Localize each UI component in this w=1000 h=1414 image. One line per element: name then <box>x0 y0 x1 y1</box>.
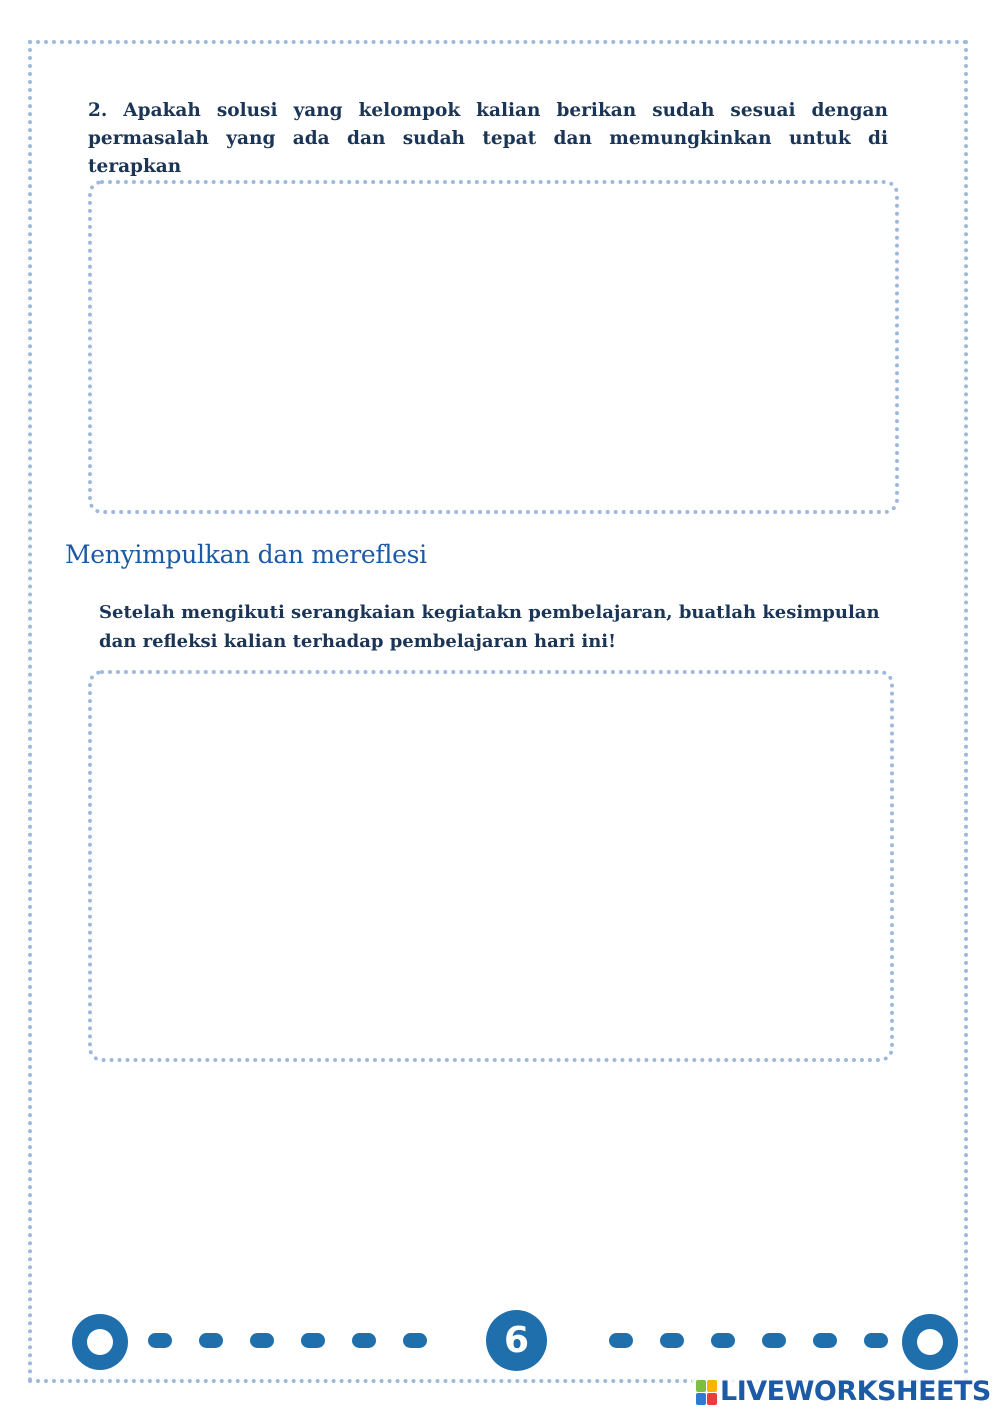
footer-left-dashes <box>148 1333 427 1349</box>
footer-right-ring-icon <box>902 1314 958 1370</box>
footer-right-dashes <box>609 1333 888 1349</box>
answer-box-question-2[interactable] <box>88 180 899 514</box>
liveworksheets-brand-text: LIVEWORKSHEETS <box>720 1376 991 1407</box>
liveworksheets-logo-icon <box>696 1380 717 1405</box>
footer-dash <box>301 1333 325 1348</box>
footer-dash <box>250 1333 274 1348</box>
footer-dash <box>148 1333 172 1348</box>
footer-dash <box>199 1333 223 1348</box>
footer-dash <box>813 1333 837 1348</box>
footer-dash <box>352 1333 376 1348</box>
footer-dash <box>660 1333 684 1348</box>
footer-dash <box>762 1333 786 1348</box>
footer-left-ring-icon <box>72 1314 128 1370</box>
reflection-instruction: Setelah mengikuti serangkaian kegiatakn pembelajaran, buatlah kesimpulan dan refleksi kalian terhadap pembelajaran hari ini! <box>99 602 880 652</box>
page-number-badge: 6 <box>486 1310 547 1371</box>
footer-dash <box>403 1333 427 1348</box>
footer-dash <box>864 1333 888 1348</box>
liveworksheets-watermark <box>692 1377 995 1407</box>
section-heading: Menyimpulkan dan mereflesi <box>65 540 427 569</box>
footer-dash <box>609 1333 633 1348</box>
answer-box-reflection[interactable] <box>88 670 894 1062</box>
footer-dash <box>711 1333 735 1348</box>
question-2: 2. Apakah solusi yang kelompok kalian berikan sudah sesuai dengan permasalah yang ada dan sudah tepat dan memungkinkan untuk di terapkan <box>88 100 888 177</box>
